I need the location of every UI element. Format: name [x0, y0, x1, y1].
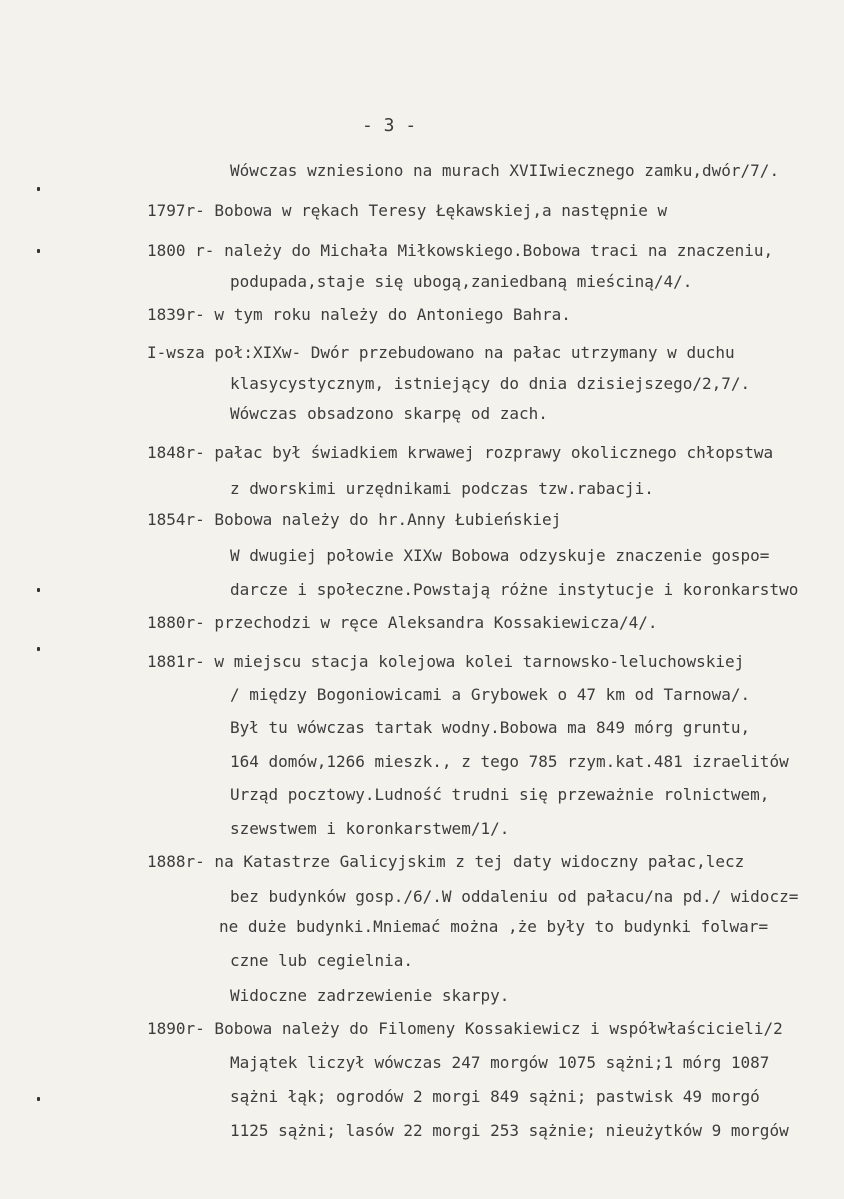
- text-line-18: 164 domów,1266 mieszk., z tego 785 rzym.kat.481 izraelitów: [230, 752, 789, 771]
- text-line-24: czne lub cegielnia.: [230, 951, 414, 970]
- text-line-15: 1881r- w miejscu stacja kolejowa kolei tarnowsko-leluchowskiej: [147, 652, 745, 671]
- text-line-12: W dwugiej połowie XIXw Bobowa odzyskuje znaczenie gospo=: [230, 546, 770, 565]
- text-line-16: / między Bogoniowicami a Grybowek o 47 km od Tarnowa/.: [230, 685, 751, 704]
- text-line-29: 1125 sążni; lasów 22 morgi 253 sążnie; nieużytków 9 morgów: [230, 1121, 789, 1140]
- punch-mark: [37, 249, 40, 253]
- text-line-1: Wówczas wzniesiono na murach XVIIwiecznego zamku,dwór/7/.: [230, 161, 780, 180]
- text-line-6: I-wsza poł:XIXw- Dwór przebudowano na pałac utrzymany w duchu: [147, 343, 735, 362]
- text-line-14: 1880r- przechodzi w ręce Aleksandra Kossakiewicza/4/.: [147, 613, 658, 632]
- text-line-25: Widoczne zadrzewienie skarpy.: [230, 986, 510, 1005]
- text-line-7: klasycystycznym, istniejący do dnia dzisiejszego/2,7/.: [230, 374, 751, 393]
- text-line-26: 1890r- Bobowa należy do Filomeny Kossakiewicz i współwłaścicieli/2: [147, 1019, 783, 1038]
- text-line-22: bez budynków gosp./6/.W oddaleniu od pałacu/na pd./ widocz=: [230, 887, 799, 906]
- text-line-4: podupada,staje się ubogą,zaniedbaną mieściną/4/.: [230, 272, 693, 291]
- text-line-21: 1888r- na Katastrze Galicyjskim z tej daty widoczny pałac,lecz: [147, 852, 745, 871]
- text-line-9: 1848r- pałac był świadkiem krwawej rozprawy okolicznego chłopstwa: [147, 443, 774, 462]
- text-line-20: szewstwem i koronkarstwem/1/.: [230, 819, 510, 838]
- page-number: - 3 -: [362, 115, 417, 136]
- text-line-13: darcze i społeczne.Powstają różne instytucje i koronkarstwo: [230, 580, 799, 599]
- text-line-5: 1839r- w tym roku należy do Antoniego Bahra.: [147, 305, 571, 324]
- punch-mark: [37, 1097, 40, 1101]
- text-line-17: Był tu wówczas tartak wodny.Bobowa ma 849 mórg gruntu,: [230, 718, 751, 737]
- text-line-10: z dworskimi urzędnikami podczas tzw.rabacji.: [230, 479, 654, 498]
- text-line-8: Wówczas obsadzono skarpę od zach.: [230, 404, 548, 423]
- text-line-3: 1800 r- należy do Michała Miłkowskiego.Bobowa traci na znaczeniu,: [147, 241, 774, 260]
- text-line-2: 1797r- Bobowa w rękach Teresy Łękawskiej,a następnie w: [147, 201, 668, 220]
- text-line-27: Majątek liczył wówczas 247 morgów 1075 sążni;1 mórg 1087: [230, 1053, 770, 1072]
- text-line-23: ne duże budynki.Mniemać można ,że były to budynki folwar=: [219, 917, 769, 936]
- punch-mark: [37, 588, 40, 592]
- text-line-28: sążni łąk; ogrodów 2 morgi 849 sążni; pastwisk 49 morgó: [230, 1087, 760, 1106]
- punch-mark: [37, 187, 40, 191]
- text-line-11: 1854r- Bobowa należy do hr.Anny Łubieńskiej: [147, 510, 562, 529]
- text-line-19: Urząd pocztowy.Ludność trudni się przeważnie rolnictwem,: [230, 785, 770, 804]
- punch-mark: [37, 647, 40, 651]
